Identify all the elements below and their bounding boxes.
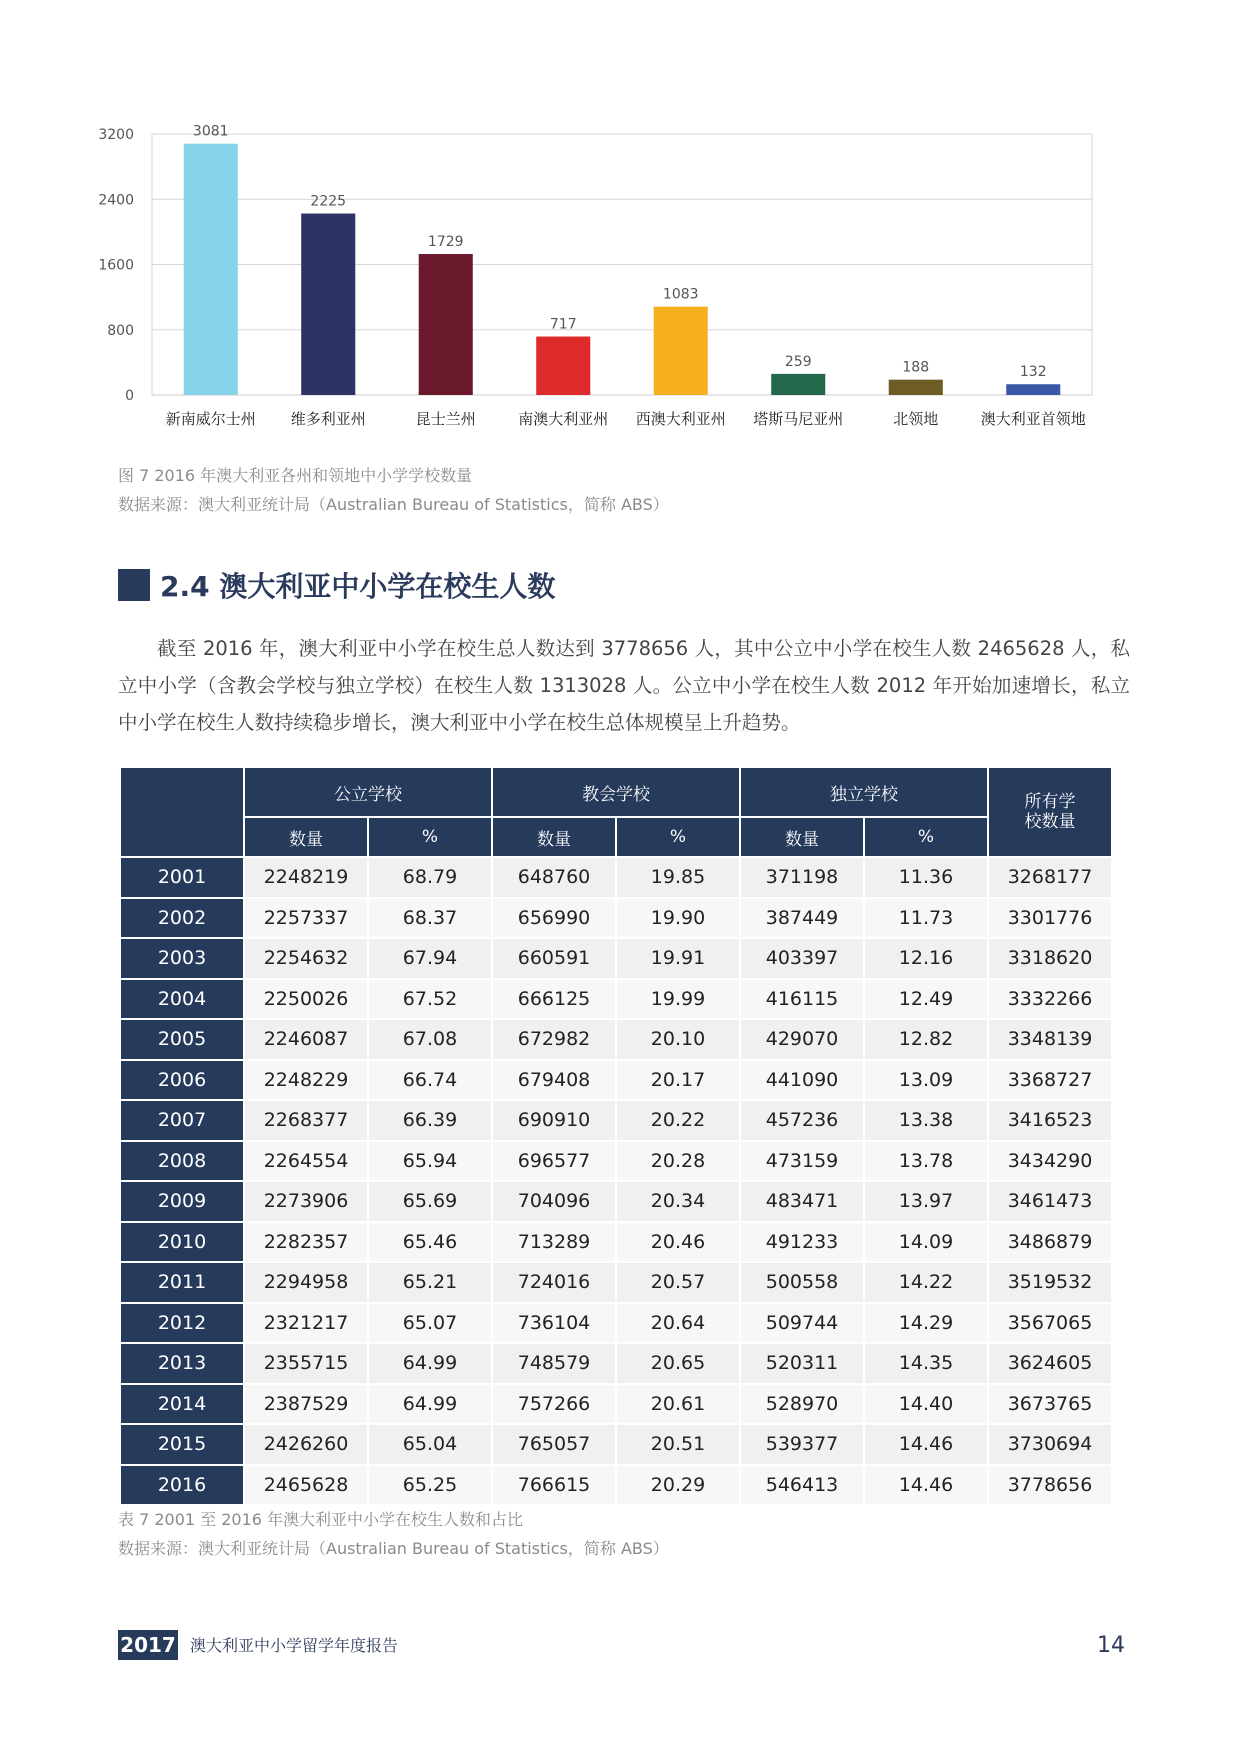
independent-percent-cell: 13.78 <box>865 1142 987 1181</box>
independent-percent-cell: 14.29 <box>865 1304 987 1343</box>
y-tick-label: 2400 <box>98 192 134 209</box>
public-percent-cell: 65.07 <box>369 1304 491 1343</box>
table-row <box>121 1182 1111 1221</box>
public-percent-cell: 65.94 <box>369 1142 491 1181</box>
table-row <box>121 1263 1111 1302</box>
public-percent-cell: 65.69 <box>369 1182 491 1221</box>
corner-header-cell <box>121 768 243 856</box>
public-count-cell: 2321217 <box>245 1304 367 1343</box>
church-percent-cell: 20.29 <box>617 1466 739 1505</box>
data-label: 3081 <box>192 123 229 140</box>
year-cell: 2012 <box>121 1304 243 1343</box>
public-count-cell: 2355715 <box>245 1344 367 1383</box>
total-count-cell: 3368727 <box>989 1061 1111 1100</box>
total-count-cell: 3624605 <box>989 1344 1111 1383</box>
table-row <box>121 1304 1111 1343</box>
year-cell: 2010 <box>121 1223 243 1262</box>
public-count-cell: 2246087 <box>245 1020 367 1059</box>
enrolment-table <box>119 766 1113 1506</box>
total-count-cell: 3348139 <box>989 1020 1111 1059</box>
public-count-cell: 2268377 <box>245 1101 367 1140</box>
independent-count-cell: 520311 <box>741 1344 863 1383</box>
header-church: 教会学校 <box>493 768 739 816</box>
total-count-cell: 3567065 <box>989 1304 1111 1343</box>
church-percent-cell: 20.28 <box>617 1142 739 1181</box>
data-label: 1083 <box>662 286 699 303</box>
table-caption: 表 7 2001 至 2016 年澳大利亚中小学在校生人数和占比 <box>118 1510 524 1529</box>
church-count-cell: 736104 <box>493 1304 615 1343</box>
church-count-cell: 666125 <box>493 980 615 1019</box>
header-all-schools-label: 所有学校数量 <box>1024 792 1076 832</box>
data-label: 717 <box>549 316 577 333</box>
year-cell: 2013 <box>121 1344 243 1383</box>
church-count-cell: 766615 <box>493 1466 615 1505</box>
independent-percent-cell: 11.73 <box>865 899 987 938</box>
church-count-cell: 757266 <box>493 1385 615 1424</box>
year-cell: 2008 <box>121 1142 243 1181</box>
public-percent-cell: 66.74 <box>369 1061 491 1100</box>
year-cell: 2004 <box>121 980 243 1019</box>
y-tick-label: 800 <box>107 322 134 339</box>
independent-count-cell: 371198 <box>741 858 863 897</box>
year-cell: 2001 <box>121 858 243 897</box>
public-count-cell: 2254632 <box>245 939 367 978</box>
table-row <box>121 1223 1111 1262</box>
independent-count-cell: 457236 <box>741 1101 863 1140</box>
public-percent-cell: 65.04 <box>369 1425 491 1464</box>
public-percent-cell: 64.99 <box>369 1385 491 1424</box>
total-count-cell: 3434290 <box>989 1142 1111 1181</box>
public-count-cell: 2294958 <box>245 1263 367 1302</box>
public-percent-cell: 67.94 <box>369 939 491 978</box>
independent-count-cell: 528970 <box>741 1385 863 1424</box>
church-count-cell: 713289 <box>493 1223 615 1262</box>
independent-count-cell: 387449 <box>741 899 863 938</box>
church-count-cell: 660591 <box>493 939 615 978</box>
table-row <box>121 858 1111 897</box>
year-cell: 2005 <box>121 1020 243 1059</box>
header-independent: 独立学校 <box>741 768 987 816</box>
bar <box>536 337 590 395</box>
x-tick-label: 昆士兰州 <box>415 410 476 428</box>
year-cell: 2007 <box>121 1101 243 1140</box>
church-percent-cell: 20.17 <box>617 1061 739 1100</box>
church-count-cell: 765057 <box>493 1425 615 1464</box>
table-body <box>121 858 1111 1504</box>
church-percent-cell: 20.57 <box>617 1263 739 1302</box>
table-row <box>121 1020 1111 1059</box>
independent-count-cell: 546413 <box>741 1466 863 1505</box>
subheader-count: 数量 <box>741 818 863 856</box>
public-percent-cell: 67.52 <box>369 980 491 1019</box>
public-count-cell: 2426260 <box>245 1425 367 1464</box>
footer-title: 澳大利亚中小学留学年度报告 <box>190 1636 399 1655</box>
church-count-cell: 724016 <box>493 1263 615 1302</box>
public-percent-cell: 66.39 <box>369 1101 491 1140</box>
total-count-cell: 3730694 <box>989 1425 1111 1464</box>
chart-source: 数据来源：澳大利亚统计局（Australian Bureau of Statistics，简称 ABS） <box>118 495 669 514</box>
independent-percent-cell: 14.09 <box>865 1223 987 1262</box>
public-percent-cell: 65.25 <box>369 1466 491 1505</box>
year-cell: 2011 <box>121 1263 243 1302</box>
bar <box>301 214 355 395</box>
public-count-cell: 2248229 <box>245 1061 367 1100</box>
public-count-cell: 2465628 <box>245 1466 367 1505</box>
church-count-cell: 679408 <box>493 1061 615 1100</box>
table-row <box>121 1344 1111 1383</box>
public-count-cell: 2282357 <box>245 1223 367 1262</box>
y-tick-label: 0 <box>125 388 134 404</box>
independent-count-cell: 483471 <box>741 1182 863 1221</box>
independent-percent-cell: 14.35 <box>865 1344 987 1383</box>
total-count-cell: 3461473 <box>989 1182 1111 1221</box>
public-count-cell: 2264554 <box>245 1142 367 1181</box>
independent-percent-cell: 14.46 <box>865 1425 987 1464</box>
independent-percent-cell: 11.36 <box>865 858 987 897</box>
x-tick-label: 维多利亚州 <box>290 410 366 428</box>
independent-percent-cell: 12.82 <box>865 1020 987 1059</box>
chart-caption: 图 7 2016 年澳大利亚各州和领地中小学学校数量 <box>118 466 473 485</box>
public-percent-cell: 68.79 <box>369 858 491 897</box>
total-count-cell: 3318620 <box>989 939 1111 978</box>
church-percent-cell: 20.22 <box>617 1101 739 1140</box>
table-row <box>121 1101 1111 1140</box>
total-count-cell: 3332266 <box>989 980 1111 1019</box>
subheader-percent: % <box>369 818 491 856</box>
church-percent-cell: 20.46 <box>617 1223 739 1262</box>
year-cell: 2009 <box>121 1182 243 1221</box>
year-cell: 2002 <box>121 899 243 938</box>
bar <box>654 307 708 395</box>
church-count-cell: 690910 <box>493 1101 615 1140</box>
total-count-cell: 3301776 <box>989 899 1111 938</box>
total-count-cell: 3268177 <box>989 858 1111 897</box>
bar <box>1006 384 1060 395</box>
public-percent-cell: 64.99 <box>369 1344 491 1383</box>
total-count-cell: 3778656 <box>989 1466 1111 1505</box>
independent-count-cell: 500558 <box>741 1263 863 1302</box>
church-percent-cell: 20.10 <box>617 1020 739 1059</box>
year-cell: 2006 <box>121 1061 243 1100</box>
church-count-cell: 748579 <box>493 1344 615 1383</box>
bar <box>771 374 825 395</box>
church-percent-cell: 19.85 <box>617 858 739 897</box>
body-paragraph: 截至 2016 年，澳大利亚中小学在校生总人数达到 3778656 人，其中公立中小学在校生人数 2465628 人，私立中小学（含教会学校与独立学校）在校生人数 1313028 人。公立中小学在校生人数 2012 年开始加速增长，私立中小学在校生人数持续稳步增长，澳大利亚中小学在校生总体规模呈上升趋势。 <box>118 637 1130 734</box>
table-source: 数据来源：澳大利亚统计局（Australian Bureau of Statistics，简称 ABS） <box>118 1539 669 1558</box>
table-row <box>121 1061 1111 1100</box>
public-count-cell: 2250026 <box>245 980 367 1019</box>
bar <box>419 254 473 395</box>
independent-count-cell: 491233 <box>741 1223 863 1262</box>
section-marker <box>118 569 150 601</box>
footer-year-badge: 2017 <box>118 1630 178 1660</box>
header-all-schools <box>989 768 1111 856</box>
subheader-count: 数量 <box>245 818 367 856</box>
public-count-cell: 2257337 <box>245 899 367 938</box>
independent-percent-cell: 12.49 <box>865 980 987 1019</box>
total-count-cell: 3519532 <box>989 1263 1111 1302</box>
independent-percent-cell: 13.97 <box>865 1182 987 1221</box>
table-row <box>121 980 1111 1019</box>
total-count-cell: 3486879 <box>989 1223 1111 1262</box>
public-count-cell: 2387529 <box>245 1385 367 1424</box>
table-row <box>121 1425 1111 1464</box>
church-percent-cell: 19.90 <box>617 899 739 938</box>
data-label: 259 <box>784 353 812 370</box>
table-row <box>121 899 1111 938</box>
independent-count-cell: 509744 <box>741 1304 863 1343</box>
church-percent-cell: 20.65 <box>617 1344 739 1383</box>
year-cell: 2003 <box>121 939 243 978</box>
x-tick-label: 南澳大利亚州 <box>518 410 609 428</box>
subheader-percent: % <box>865 818 987 856</box>
table-row <box>121 939 1111 978</box>
data-label: 188 <box>902 359 930 376</box>
independent-percent-cell: 14.22 <box>865 1263 987 1302</box>
year-cell: 2015 <box>121 1425 243 1464</box>
school-count-bar-chart <box>100 110 1140 440</box>
independent-count-cell: 429070 <box>741 1020 863 1059</box>
public-percent-cell: 67.08 <box>369 1020 491 1059</box>
bar <box>889 380 943 395</box>
data-label: 1729 <box>427 233 464 250</box>
church-percent-cell: 20.61 <box>617 1385 739 1424</box>
table-row <box>121 1385 1111 1424</box>
independent-count-cell: 441090 <box>741 1061 863 1100</box>
table-row <box>121 1466 1111 1505</box>
church-count-cell: 696577 <box>493 1142 615 1181</box>
x-tick-label: 塔斯马尼亚州 <box>753 410 844 428</box>
year-cell: 2016 <box>121 1466 243 1505</box>
y-tick-label: 3200 <box>98 127 134 143</box>
independent-count-cell: 416115 <box>741 980 863 1019</box>
independent-percent-cell: 12.16 <box>865 939 987 978</box>
public-count-cell: 2248219 <box>245 858 367 897</box>
church-percent-cell: 20.64 <box>617 1304 739 1343</box>
independent-count-cell: 473159 <box>741 1142 863 1181</box>
public-percent-cell: 65.21 <box>369 1263 491 1302</box>
data-label: 132 <box>1019 364 1047 381</box>
independent-count-cell: 403397 <box>741 939 863 978</box>
subheader-percent: % <box>617 818 739 856</box>
public-count-cell: 2273906 <box>245 1182 367 1221</box>
subheader-count: 数量 <box>493 818 615 856</box>
x-tick-label: 澳大利亚首领地 <box>980 410 1086 428</box>
x-tick-label: 北领地 <box>893 410 939 428</box>
church-percent-cell: 19.99 <box>617 980 739 1019</box>
church-count-cell: 672982 <box>493 1020 615 1059</box>
public-percent-cell: 65.46 <box>369 1223 491 1262</box>
church-percent-cell: 20.34 <box>617 1182 739 1221</box>
total-count-cell: 3416523 <box>989 1101 1111 1140</box>
data-label: 2225 <box>310 193 347 210</box>
page-number: 14 <box>1097 1633 1125 1658</box>
independent-count-cell: 539377 <box>741 1425 863 1464</box>
public-percent-cell: 68.37 <box>369 899 491 938</box>
x-tick-label: 西澳大利亚州 <box>635 410 726 428</box>
y-tick-label: 1600 <box>98 257 134 274</box>
independent-percent-cell: 14.40 <box>865 1385 987 1424</box>
church-count-cell: 648760 <box>493 858 615 897</box>
table-row <box>121 1142 1111 1181</box>
independent-percent-cell: 13.09 <box>865 1061 987 1100</box>
independent-percent-cell: 13.38 <box>865 1101 987 1140</box>
church-count-cell: 704096 <box>493 1182 615 1221</box>
church-count-cell: 656990 <box>493 899 615 938</box>
church-percent-cell: 20.51 <box>617 1425 739 1464</box>
x-tick-label: 新南威尔士州 <box>165 410 256 428</box>
year-cell: 2014 <box>121 1385 243 1424</box>
church-percent-cell: 19.91 <box>617 939 739 978</box>
header-public: 公立学校 <box>245 768 491 816</box>
bar <box>184 144 238 395</box>
section-title: 2.4 澳大利亚中小学在校生人数 <box>160 570 556 603</box>
total-count-cell: 3673765 <box>989 1385 1111 1424</box>
independent-percent-cell: 14.46 <box>865 1466 987 1505</box>
section-heading <box>118 568 555 602</box>
